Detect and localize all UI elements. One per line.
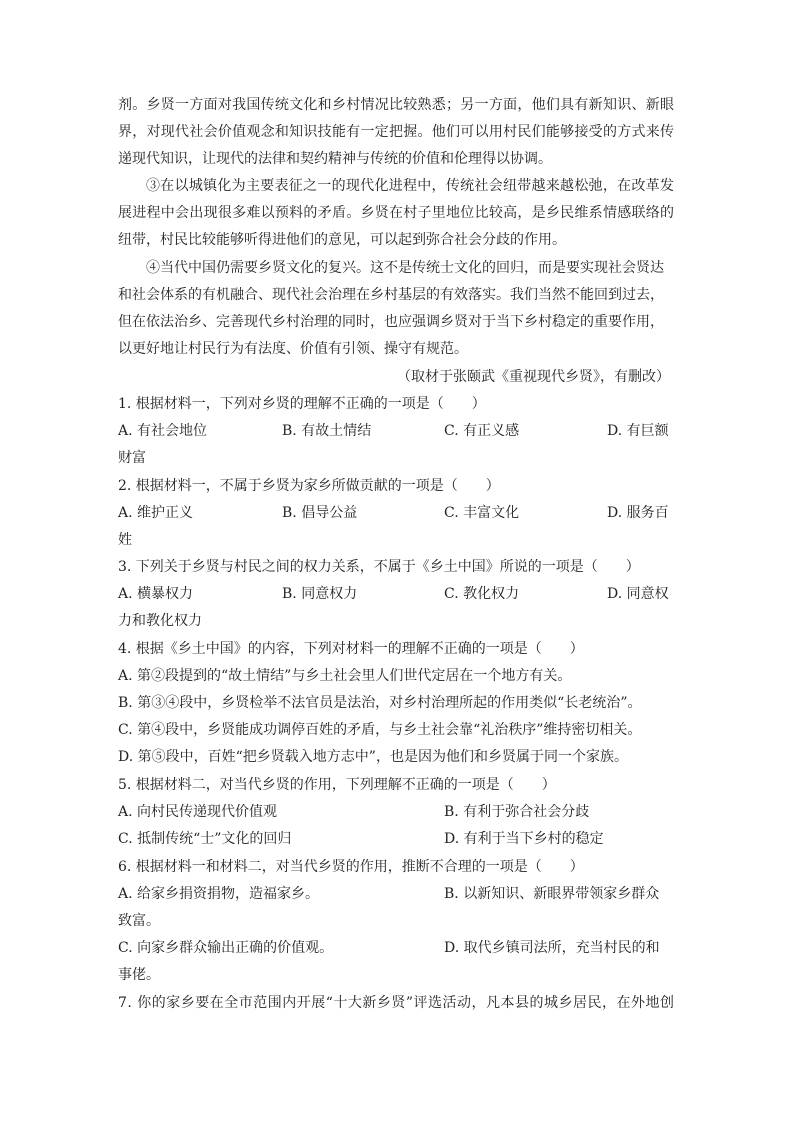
option-d: D. 第⑤段中，百姓“把乡贤载入地方志中”，也是因为他们和乡贤属于同一个家族。 — [118, 749, 628, 765]
passage-text: 界，对现代社会价值观念和知识技能有一定把握。他们可以用村民们能够接受的方式来传 — [118, 124, 675, 140]
option-b-continued: 致富。 — [118, 913, 160, 929]
passage-line: 递现代知识，让现代的法律和契约精神与传统的价值和伦理得以协调。 — [118, 151, 552, 167]
option-b: B. 同意权力 — [282, 586, 358, 602]
source-citation: （取材于张颐武《重视现代乡贤》，有删改） — [397, 369, 670, 385]
question-stem: 6. 根据材料一和材料二，对当代乡贤的作用，推断不合理的一项是（ ） — [118, 859, 584, 875]
passage-text: 展进程中会出现很多难以预料的矛盾。乡贤在村子里地位比较高，是乡民维系情感联络的 — [118, 205, 675, 221]
passage-line — [146, 176, 674, 196]
option-a: A. 给家乡捐资捐物，造福家乡。 — [118, 886, 320, 902]
option-d-continued: 姓 — [118, 532, 132, 548]
option-d: D. 服务百 — [607, 505, 669, 521]
passage-line — [118, 95, 674, 115]
option-c: C. 教化权力 — [444, 586, 520, 602]
option-a: A. 有社会地位 — [118, 423, 208, 439]
question-stem: 3. 下列关于乡贤与村民之间的权力关系，不属于《乡土中国》所说的一项是（ ） — [118, 559, 640, 575]
passage-line: 但在依法治乡、完善现代乡村治理的同时，也应强调乡贤对于当下乡村稳定的重要作用， — [118, 314, 664, 330]
passage-line: ④当代中国仍需要乡贤文化的复兴。这不是传统士文化的回归，而是要实现社会贤达 — [146, 260, 664, 276]
option-a: A. 维护正义 — [118, 505, 194, 521]
question-stem: 4. 根据《乡土中国》的内容，下列对材料一的理解不正确的一项是（ ） — [118, 641, 584, 657]
question-text: 7. 你的家乡要在全市范围内开展“十大新乡贤”评选活动，凡本县的城乡居民，在外地创 — [118, 995, 675, 1011]
passage-line — [118, 122, 674, 142]
passage-text: ③在以城镇化为主要表征之一的现代化进程中，传统社会纽带越来越松弛，在改革发 — [146, 178, 675, 194]
option-c: C. 抵制传统“士”文化的回归 — [118, 831, 292, 847]
question-stem — [118, 993, 674, 1013]
option-a: A. 向村民传递现代价值观 — [118, 804, 278, 820]
option-b: B. 以新知识、新眼界带领家乡群众 — [444, 886, 660, 902]
option-b: B. 有利于弥合社会分歧 — [444, 804, 590, 820]
option-c: C. 丰富文化 — [444, 505, 520, 521]
option-d-continued: 力和教化权力 — [118, 613, 202, 629]
question-stem: 5. 根据材料二，对当代乡贤的作用，下列理解不正确的一项是（ ） — [118, 777, 556, 793]
option-c: C. 向家乡群众输出正确的价值观。 — [118, 940, 334, 956]
passage-line: 以更好地让村民行为有法度、价值有引领、操守有规范。 — [118, 341, 468, 357]
question-stem: 2. 根据材料一，不属于乡贤为家乡所做贡献的一项是（ ） — [118, 478, 500, 494]
option-a: A. 第②段提到的“故土情结”与乡土社会里人们世代定居在一个地方有关。 — [118, 668, 572, 684]
option-d: D. 同意权 — [607, 586, 669, 602]
option-d: D. 有巨额 — [607, 423, 669, 439]
option-b: B. 第③④段中，乡贤检举不法官员是法治，对乡村治理所起的作用类似“长老统治”。 — [118, 695, 642, 711]
option-d: D. 取代乡镇司法所，充当村民的和 — [444, 940, 660, 956]
passage-line: 和社会体系的有机融合、现代社会治理在乡村基层的有效落实。我们当然不能回到过去， — [118, 287, 664, 303]
option-a: A. 横暴权力 — [118, 586, 194, 602]
passage-line: 纽带，村民比较能够听得进他们的意见，可以起到弥合社会分歧的作用。 — [118, 232, 566, 248]
option-d: D. 有利于当下乡村的稳定 — [444, 831, 604, 847]
question-stem: 1. 根据材料一，下列对乡贤的理解不正确的一项是（ ） — [118, 396, 486, 412]
option-d-continued: 财富 — [118, 450, 146, 466]
option-c: C. 有正义感 — [444, 423, 520, 439]
option-b: B. 有故土情结 — [282, 423, 372, 439]
option-b: B. 倡导公益 — [282, 505, 358, 521]
option-c: C. 第④段中，乡贤能成功调停百姓的矛盾，与乡土社会靠“礼治秩序”维持密切相关。 — [118, 722, 642, 738]
passage-line — [118, 203, 674, 223]
passage-text: 剂。乡贤一方面对我国传统文化和乡村情况比较熟悉；另一方面，他们具有新知识、新眼 — [118, 97, 675, 113]
option-d-continued: 事佬。 — [118, 967, 160, 983]
